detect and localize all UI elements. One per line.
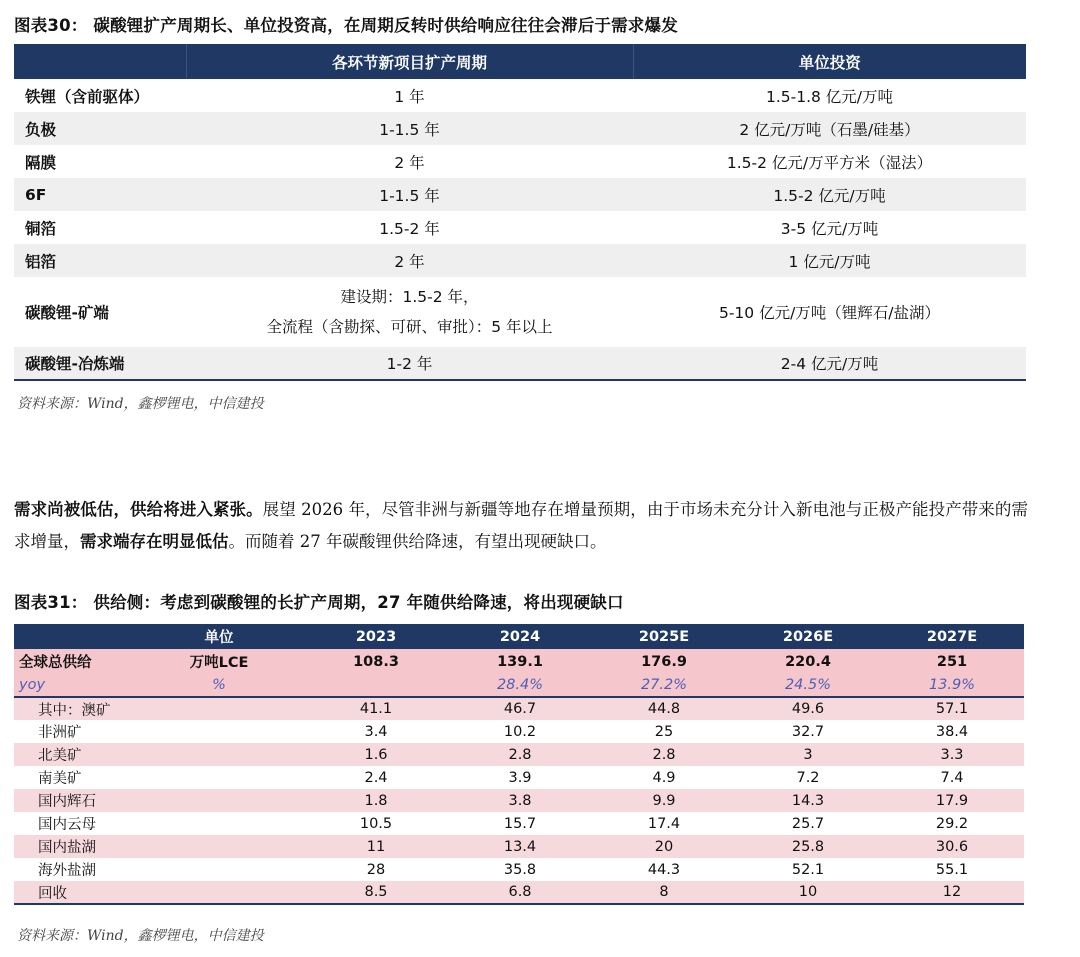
row-label: 海外盐湖 xyxy=(14,858,134,881)
paragraph-text: 。而随着 27 年碳酸锂供给降速，有望出现硬缺口。 xyxy=(228,532,607,551)
table-row xyxy=(14,858,1024,881)
unit-cell xyxy=(134,858,304,881)
unit-cell: % xyxy=(134,674,304,697)
value-cell: 15.7 xyxy=(448,812,592,835)
table-row xyxy=(14,789,1024,812)
table-row xyxy=(14,211,1026,244)
row-label: 北美矿 xyxy=(14,743,134,766)
value-cell: 28.4% xyxy=(448,674,592,697)
value-cell: 7.4 xyxy=(880,766,1024,789)
table-row xyxy=(14,766,1024,789)
unit-cell xyxy=(134,812,304,835)
value-cell: 17.9 xyxy=(880,789,1024,812)
row-label: 其中：澳矿 xyxy=(14,697,134,720)
value-cell: 25 xyxy=(592,720,736,743)
table-row xyxy=(14,178,1026,211)
unit-cell xyxy=(134,743,304,766)
investment-value: 1 亿元/万吨 xyxy=(633,244,1026,277)
value-cell: 12 xyxy=(880,881,1024,904)
value-cell: 220.4 xyxy=(736,649,880,674)
table-row xyxy=(14,812,1024,835)
cycle-value: 1.5-2 年 xyxy=(379,219,440,238)
value-cell: 4.9 xyxy=(592,766,736,789)
value-cell: 13.9% xyxy=(880,674,1024,697)
header-investment: 单位投资 xyxy=(633,44,1026,79)
value-cell: 3 xyxy=(736,743,880,766)
header-2023: 2023 xyxy=(304,624,448,649)
header-2024: 2024 xyxy=(448,624,592,649)
segment-name: 隔膜 xyxy=(25,153,57,172)
investment-value: 3-5 亿元/万吨 xyxy=(780,219,879,238)
paragraph-text: 展望 2026 年，尽管非洲与新疆等地存在增量预期，由于市场未充分计入新电池与正极产能投产带来的需求增量， xyxy=(14,500,1029,551)
cycle-value xyxy=(186,277,633,347)
value-cell: 6.8 xyxy=(448,881,592,904)
value-cell: 11 xyxy=(304,835,448,858)
investment-value: 1.5-2 亿元/万平方米（湿法） xyxy=(726,153,933,172)
table-row xyxy=(14,145,1026,178)
investment-value: 2 亿元/万吨（石墨/硅基） xyxy=(633,112,1026,145)
expansion-cycle-table xyxy=(14,44,1026,381)
cycle-value: 1 年 xyxy=(394,87,425,106)
value-cell: 28 xyxy=(304,858,448,881)
value-cell: 49.6 xyxy=(736,697,880,720)
table-row xyxy=(14,244,1026,277)
value-cell: 10.5 xyxy=(304,812,448,835)
paragraph-mid-bold: 需求端存在明显低估 xyxy=(80,532,229,551)
table-row xyxy=(14,697,1024,720)
value-cell: 10.2 xyxy=(448,720,592,743)
value-cell: 55.1 xyxy=(880,858,1024,881)
cycle-value: 1-1.5 年 xyxy=(186,112,633,145)
table-row xyxy=(14,112,1026,145)
value-cell: 32.7 xyxy=(736,720,880,743)
value-cell: 139.1 xyxy=(448,649,592,674)
segment-name: 铝箔 xyxy=(14,244,186,277)
header-2027e: 2027E xyxy=(880,624,1024,649)
segment-name: 碳酸锂-矿端 xyxy=(25,304,109,322)
body-paragraph xyxy=(14,494,1028,558)
value-cell: 9.9 xyxy=(592,789,736,812)
value-cell: 24.5% xyxy=(736,674,880,697)
unit-cell xyxy=(134,835,304,858)
row-label: 回收 xyxy=(14,881,134,904)
header-cycle: 各环节新项目扩产周期 xyxy=(186,44,633,79)
value-cell: 1.8 xyxy=(304,789,448,812)
value-cell: 3.8 xyxy=(448,789,592,812)
yoy-row xyxy=(14,674,1024,697)
value-cell: 3.3 xyxy=(880,743,1024,766)
paragraph-lead-bold: 需求尚被低估，供给将进入紧张。 xyxy=(14,500,263,519)
cycle-value: 2 年 xyxy=(394,153,425,172)
value-cell: 13.4 xyxy=(448,835,592,858)
value-cell: 8.5 xyxy=(304,881,448,904)
row-label: 南美矿 xyxy=(14,766,134,789)
table-header-row xyxy=(14,44,1026,79)
value-cell: 3.4 xyxy=(304,720,448,743)
value-cell: 38.4 xyxy=(880,720,1024,743)
value-cell: 14.3 xyxy=(736,789,880,812)
unit-cell xyxy=(134,720,304,743)
row-label: 国内云母 xyxy=(14,812,134,835)
figure-30-title: 图表30： 碳酸锂扩产周期长、单位投资高，在周期反转时供给响应往往会滞后于需求爆发 xyxy=(14,16,678,35)
value-cell: 176.9 xyxy=(592,649,736,674)
investment-value: 5-10 亿元/万吨（锂辉石/盐湖） xyxy=(718,304,941,322)
cycle-line-construction: 建设期：1.5-2 年， xyxy=(340,288,479,306)
supply-breakdown-rows xyxy=(14,697,1024,904)
figure-31-source: 资料来源：Wind，鑫椤锂电，中信建投 xyxy=(17,928,264,944)
table-row xyxy=(14,79,1026,112)
value-cell: 29.2 xyxy=(880,812,1024,835)
cycle-value: 1-2 年 xyxy=(186,347,633,380)
value-cell: 46.7 xyxy=(448,697,592,720)
value-cell: 41.1 xyxy=(304,697,448,720)
value-cell: 2.8 xyxy=(448,743,592,766)
cycle-value: 1-1.5 年 xyxy=(186,178,633,211)
table-row xyxy=(14,743,1024,766)
row-label: 国内盐湖 xyxy=(14,835,134,858)
figure-30-source: 资料来源：Wind，鑫椤锂电，中信建投 xyxy=(17,396,264,412)
investment-value: 1.5-2 亿元/万吨 xyxy=(633,178,1026,211)
supply-table xyxy=(14,624,1024,905)
segment-name: 铜箔 xyxy=(25,219,57,238)
row-label: 国内辉石 xyxy=(14,789,134,812)
value-cell: 30.6 xyxy=(880,835,1024,858)
value-cell: 2.4 xyxy=(304,766,448,789)
header-2025e: 2025E xyxy=(592,624,736,649)
investment-value: 1.5-1.8 亿元/万吨 xyxy=(765,87,894,106)
value-cell: 44.3 xyxy=(592,858,736,881)
segment-name: 6F xyxy=(14,178,186,211)
unit-cell xyxy=(134,881,304,904)
header-blank xyxy=(14,44,186,79)
table-header-row xyxy=(14,624,1024,649)
row-label: 全球总供给 xyxy=(14,649,134,674)
total-supply-row xyxy=(14,649,1024,674)
value-cell: 52.1 xyxy=(736,858,880,881)
cycle-line-full-process: 全流程（含勘探、可研、审批）：5 年以上 xyxy=(266,318,553,336)
value-cell: 3.9 xyxy=(448,766,592,789)
table-row xyxy=(14,835,1024,858)
segment-name: 负极 xyxy=(14,112,186,145)
cycle-value: 2 年 xyxy=(186,244,633,277)
value-cell: 35.8 xyxy=(448,858,592,881)
value-cell: 2.8 xyxy=(592,743,736,766)
value-cell: 8 xyxy=(592,881,736,904)
unit-cell xyxy=(134,697,304,720)
segment-name: 碳酸锂-冶炼端 xyxy=(14,347,186,380)
table-row xyxy=(14,277,1026,347)
segment-name: 铁锂（含前驱体） xyxy=(25,87,150,106)
value-cell xyxy=(304,674,448,697)
value-cell: 17.4 xyxy=(592,812,736,835)
header-unit: 单位 xyxy=(134,624,304,649)
value-cell: 108.3 xyxy=(304,649,448,674)
header-blank xyxy=(14,624,134,649)
value-cell: 44.8 xyxy=(592,697,736,720)
table-row xyxy=(14,881,1024,904)
row-label: yoy xyxy=(14,674,134,697)
value-cell: 1.6 xyxy=(304,743,448,766)
value-cell: 25.7 xyxy=(736,812,880,835)
value-cell: 10 xyxy=(736,881,880,904)
value-cell: 57.1 xyxy=(880,697,1024,720)
unit-cell xyxy=(134,766,304,789)
value-cell: 251 xyxy=(880,649,1024,674)
unit-cell xyxy=(134,789,304,812)
row-label: 非洲矿 xyxy=(14,720,134,743)
value-cell: 25.8 xyxy=(736,835,880,858)
table-row xyxy=(14,720,1024,743)
investment-value: 2-4 亿元/万吨 xyxy=(633,347,1026,380)
value-cell: 27.2% xyxy=(592,674,736,697)
unit-cell: 万吨LCE xyxy=(134,649,304,674)
value-cell: 7.2 xyxy=(736,766,880,789)
table-row xyxy=(14,347,1026,380)
header-2026e: 2026E xyxy=(736,624,880,649)
value-cell: 20 xyxy=(592,835,736,858)
figure-31-title: 图表31： 供给侧：考虑到碳酸锂的长扩产周期，27 年随供给降速，将出现硬缺口 xyxy=(14,593,624,612)
